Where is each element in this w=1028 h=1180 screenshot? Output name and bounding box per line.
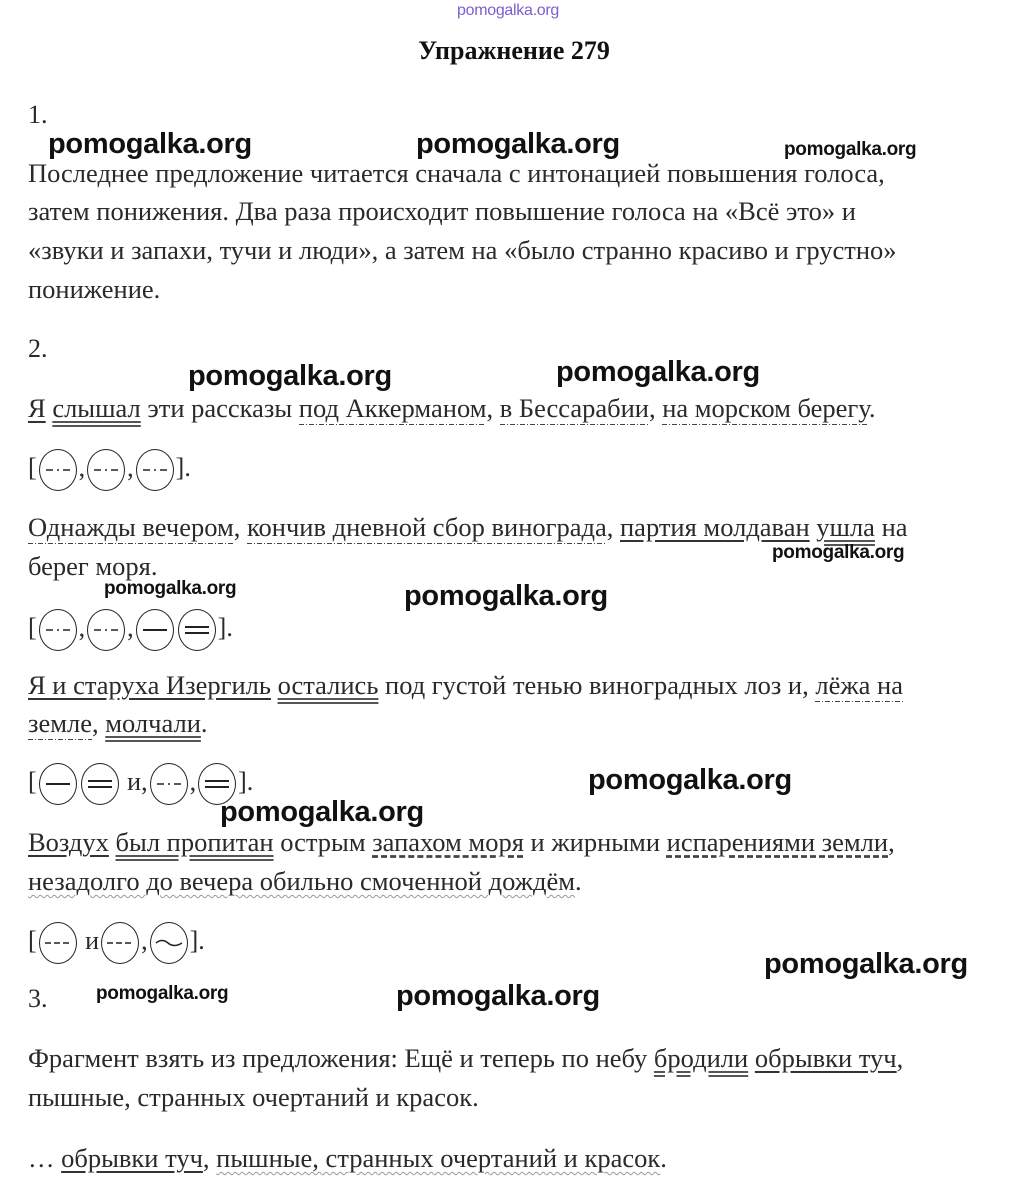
scheme-punctuation: ]. bbox=[238, 767, 254, 796]
section-number: 2. bbox=[28, 334, 48, 363]
underlined-double: молчали bbox=[105, 708, 201, 738]
underlined-dashed: испарениями земли bbox=[666, 827, 889, 857]
text-segment: . bbox=[660, 1143, 667, 1173]
watermark: pomogalka.org bbox=[396, 980, 600, 1012]
underlined-dashdot: земле bbox=[28, 708, 92, 738]
text-segment: эти рассказы bbox=[140, 393, 299, 423]
clause-circle-single-icon bbox=[136, 609, 174, 651]
paragraph-line bbox=[28, 234, 897, 266]
scheme-punctuation: ]. bbox=[175, 453, 191, 482]
scheme-punctuation: ]. bbox=[189, 926, 205, 955]
text-segment: , bbox=[606, 512, 620, 542]
underlined-dashdot: кончив дневной сбор винограда bbox=[247, 512, 607, 542]
text-segment: острым bbox=[273, 827, 373, 857]
underlined-single: Воздух bbox=[28, 827, 109, 857]
page-title: Упражнение 279 bbox=[418, 36, 610, 65]
underlined-wavy: незадолго до вечера обильно смоченной дождём bbox=[28, 866, 576, 896]
underlined-dashdot: под Аккерманом bbox=[298, 393, 487, 423]
text-segment: и жирными bbox=[523, 827, 667, 857]
clause-circle-dashdot-icon bbox=[136, 449, 174, 491]
watermark: pomogalka.org bbox=[188, 360, 392, 392]
text-segment: , bbox=[202, 1143, 217, 1173]
scheme-punctuation: ]. bbox=[217, 613, 233, 642]
clause-circle-dashdot-icon bbox=[39, 449, 77, 491]
text-segment: Фрагмент взять из предложения: Ещё и теперь по небу bbox=[28, 1043, 654, 1073]
text-segment: затем понижения. Два раза происходит повышение голоса на «Всё это» и bbox=[28, 196, 856, 226]
underlined-dashed: запахом моря bbox=[372, 827, 524, 857]
underlined-double: ушла bbox=[816, 512, 875, 542]
underlined-single: обрывки туч bbox=[61, 1143, 203, 1173]
watermark: pomogalka.org bbox=[104, 578, 237, 599]
scheme-punctuation: [ bbox=[28, 926, 37, 955]
text-segment: «звуки и запахи, тучи и люди», а затем на «было странно красиво и грустно» bbox=[28, 235, 897, 265]
watermark: pomogalka.org bbox=[48, 128, 252, 160]
text-segment: . bbox=[575, 866, 582, 896]
scheme-punctuation: , bbox=[141, 926, 148, 955]
sentence-line bbox=[28, 707, 208, 739]
paragraph-line bbox=[28, 1081, 479, 1113]
scheme-punctuation: [ bbox=[28, 613, 37, 642]
text-segment bbox=[748, 1043, 755, 1073]
text-segment: , bbox=[896, 1043, 904, 1073]
paragraph-line bbox=[28, 195, 856, 227]
text-segment: . bbox=[200, 708, 208, 738]
clause-circle-dashed-icon bbox=[39, 922, 77, 964]
scheme-punctuation: и, bbox=[120, 767, 148, 796]
watermark: pomogalka.org bbox=[556, 356, 760, 388]
text-segment: понижение. bbox=[28, 274, 161, 304]
sentence-line bbox=[28, 865, 582, 897]
clause-circle-dashed-icon bbox=[101, 922, 139, 964]
paragraph-line bbox=[28, 157, 885, 189]
watermark: pomogalka.org bbox=[588, 764, 792, 796]
underlined-double: слышал bbox=[52, 393, 141, 423]
text-segment: . bbox=[868, 393, 876, 423]
scheme-punctuation: [ bbox=[28, 453, 37, 482]
scheme-punctuation: и bbox=[78, 926, 100, 955]
sentence-line bbox=[28, 826, 895, 858]
text-segment: … bbox=[28, 1143, 62, 1173]
underlined-single: Я bbox=[28, 393, 46, 423]
underlined-dashdot: в Бессарабии bbox=[499, 393, 649, 423]
text-segment: пышные, странных очертаний и красок. bbox=[28, 1082, 479, 1112]
clause-circle-wavy-icon bbox=[150, 922, 188, 964]
paragraph-line bbox=[28, 1142, 667, 1174]
scheme-punctuation: [ bbox=[28, 767, 37, 796]
text-segment: , bbox=[92, 708, 106, 738]
sentence-line bbox=[28, 392, 876, 424]
scheme-punctuation: , bbox=[127, 453, 134, 482]
watermark: pomogalka.org bbox=[416, 128, 620, 160]
watermark: pomogalka.org bbox=[772, 542, 905, 563]
text-segment: , bbox=[888, 827, 895, 857]
section-number: 3. bbox=[28, 984, 48, 1013]
text-segment: , bbox=[648, 393, 663, 423]
sentence-line bbox=[28, 669, 903, 701]
clause-circle-dashdot-icon bbox=[87, 609, 125, 651]
sentence-scheme bbox=[28, 446, 191, 491]
clause-circle-double-icon bbox=[178, 609, 216, 651]
underlined-dashdot: Однажды вечером bbox=[28, 512, 234, 542]
underlined-single: обрывки туч bbox=[754, 1043, 897, 1073]
underlined-single: партия молдаван bbox=[620, 512, 810, 542]
text-segment: , bbox=[486, 393, 500, 423]
text-segment: берег моря. bbox=[28, 551, 158, 581]
clause-circle-dashdot-icon bbox=[150, 763, 188, 805]
text-segment: , bbox=[233, 512, 248, 542]
paragraph-line bbox=[28, 273, 160, 305]
paragraph-line bbox=[28, 1042, 903, 1074]
underlined-double: был пропитан bbox=[115, 827, 274, 857]
watermark: pomogalka.org bbox=[784, 139, 917, 160]
section-number: 1. bbox=[28, 100, 48, 129]
watermark: pomogalka.org bbox=[96, 983, 229, 1004]
scheme-punctuation: , bbox=[78, 453, 86, 482]
sentence-scheme bbox=[28, 606, 233, 651]
text-segment: под густой тенью виноградных лоз и, bbox=[378, 670, 816, 700]
sentence-line bbox=[28, 511, 908, 543]
watermark: pomogalka.org bbox=[404, 580, 608, 612]
clause-circle-dashdot-icon bbox=[87, 449, 125, 491]
underlined-dashdot: лёжа на bbox=[815, 670, 903, 700]
watermark: pomogalka.org bbox=[457, 2, 559, 19]
scheme-punctuation: , bbox=[127, 613, 134, 642]
clause-circle-dashdot-icon bbox=[39, 609, 77, 651]
watermark: pomogalka.org bbox=[220, 796, 424, 828]
underlined-dashdot: на морском берегу bbox=[662, 393, 869, 423]
text-segment: на bbox=[874, 512, 908, 542]
underlined-wavy: пышные, странных очертаний и красок bbox=[216, 1143, 661, 1173]
scheme-punctuation: , bbox=[78, 613, 86, 642]
watermark: pomogalka.org bbox=[764, 948, 968, 980]
text-segment: Последнее предложение читается сначала с интонацией повышения голоса, bbox=[28, 158, 885, 188]
underlined-double: остались bbox=[277, 670, 379, 700]
underlined-single: Я и старуха Изергиль bbox=[28, 670, 271, 700]
sentence-scheme bbox=[28, 919, 205, 964]
clause-circle-double-icon bbox=[81, 763, 119, 805]
text-segment bbox=[109, 827, 116, 857]
clause-circle-single-icon bbox=[39, 763, 77, 805]
scheme-punctuation: , bbox=[189, 767, 197, 796]
text-segment bbox=[271, 670, 278, 700]
underlined-double: бродили bbox=[653, 1043, 749, 1073]
